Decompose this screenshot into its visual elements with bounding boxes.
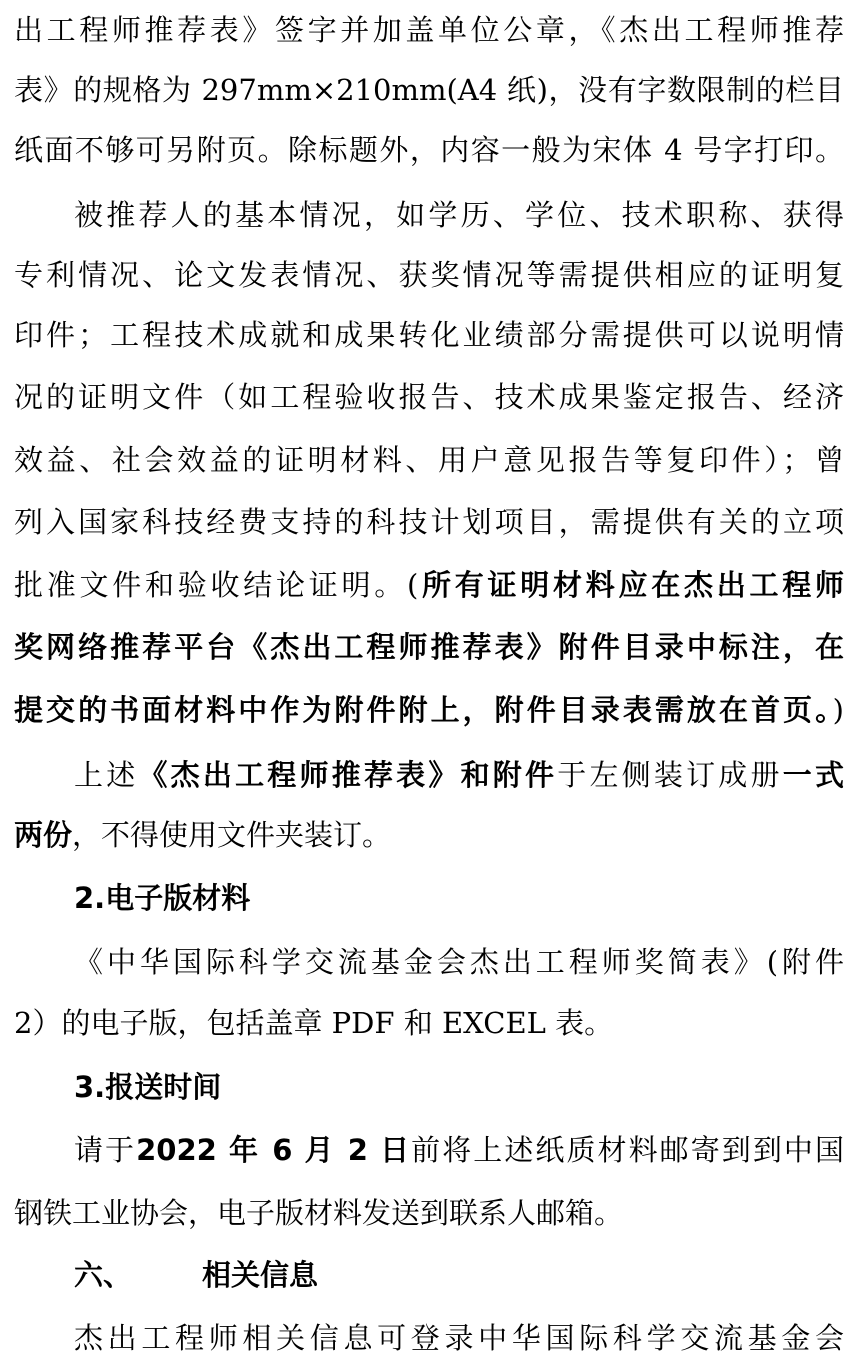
section-title: 相关信息 <box>202 1258 319 1292</box>
paragraph-line: 钢铁工业协会，电子版材料发送到联系人邮箱。 <box>14 1196 624 1230</box>
paragraph-line <box>14 680 844 740</box>
bold-text-segment: 所有证明材料应在杰出工程师 <box>418 568 844 602</box>
bold-text-segment: 《杰出工程师推荐表》和附件 <box>138 758 558 792</box>
text-segment: ，不得使用文件夹装订。 <box>72 818 392 852</box>
text-segment: 上述 <box>74 758 139 792</box>
paragraph-line: 效益、社会效益的证明材料、用户意见报告等复印件）；曾 <box>14 443 844 477</box>
paragraph-line: 《中华国际科学交流基金会杰出工程师奖简表》(附件 <box>74 945 844 979</box>
paragraph-line: 列入国家科技经费支持的科技计划项目，需提供有关的立项 <box>14 505 844 539</box>
paragraph-line <box>14 805 844 865</box>
paragraph-line: 纸面不够可另附页。除标题外，内容一般为宋体 4 号字打印。 <box>14 133 844 167</box>
bold-text-segment: 一式 <box>782 758 844 792</box>
section-heading: 2.电子版材料 <box>74 881 251 915</box>
text-segment: 于左侧装订成册 <box>557 758 783 792</box>
text-segment: ) <box>832 693 844 727</box>
paragraph-line: 表》的规格为 297mm×210mm(A4 纸)，没有字数限制的栏目 <box>14 73 844 107</box>
text-segment: 请于 <box>74 1133 137 1167</box>
paragraph-line: 专利情况、论文发表情况、获奖情况等需提供相应的证明复 <box>14 258 844 292</box>
section-heading: 3.报送时间 <box>74 1070 222 1104</box>
paragraph-line <box>14 745 844 805</box>
paragraph-line <box>14 555 844 615</box>
paragraph-line: 况的证明文件（如工程验收报告、技术成果鉴定报告、经济 <box>14 380 844 414</box>
text-segment: 批准文件和验收结论证明。( <box>14 568 419 602</box>
bold-text-segment: 两份 <box>14 818 73 852</box>
text-segment: 前将上述纸质材料邮寄到到中国 <box>411 1133 844 1167</box>
paragraph-line: 出工程师推荐表》签字并加盖单位公章，《杰出工程师推荐 <box>14 13 844 47</box>
section-number: 六、 <box>74 1258 133 1292</box>
section-heading <box>14 1245 844 1305</box>
paragraph-line: 奖网络推荐平台《杰出工程师推荐表》附件目录中标注，在 <box>14 630 844 664</box>
bold-text-segment: 提交的书面材料中作为附件附上，附件目录表需放在首页。 <box>14 693 833 727</box>
paragraph-line: 2）的电子版，包括盖章 PDF 和 EXCEL 表。 <box>14 1006 614 1040</box>
bold-text-segment: 2022 年 6 月 2 日 <box>136 1133 412 1167</box>
paragraph-line <box>14 1120 844 1180</box>
paragraph-line: 杰出工程师相关信息可登录中华国际科学交流基金会 <box>74 1321 844 1355</box>
paragraph-line: 被推荐人的基本情况，如学历、学位、技术职称、获得 <box>74 198 844 232</box>
paragraph-line: 印件；工程技术成就和成果转化业绩部分需提供可以说明情 <box>14 318 844 352</box>
